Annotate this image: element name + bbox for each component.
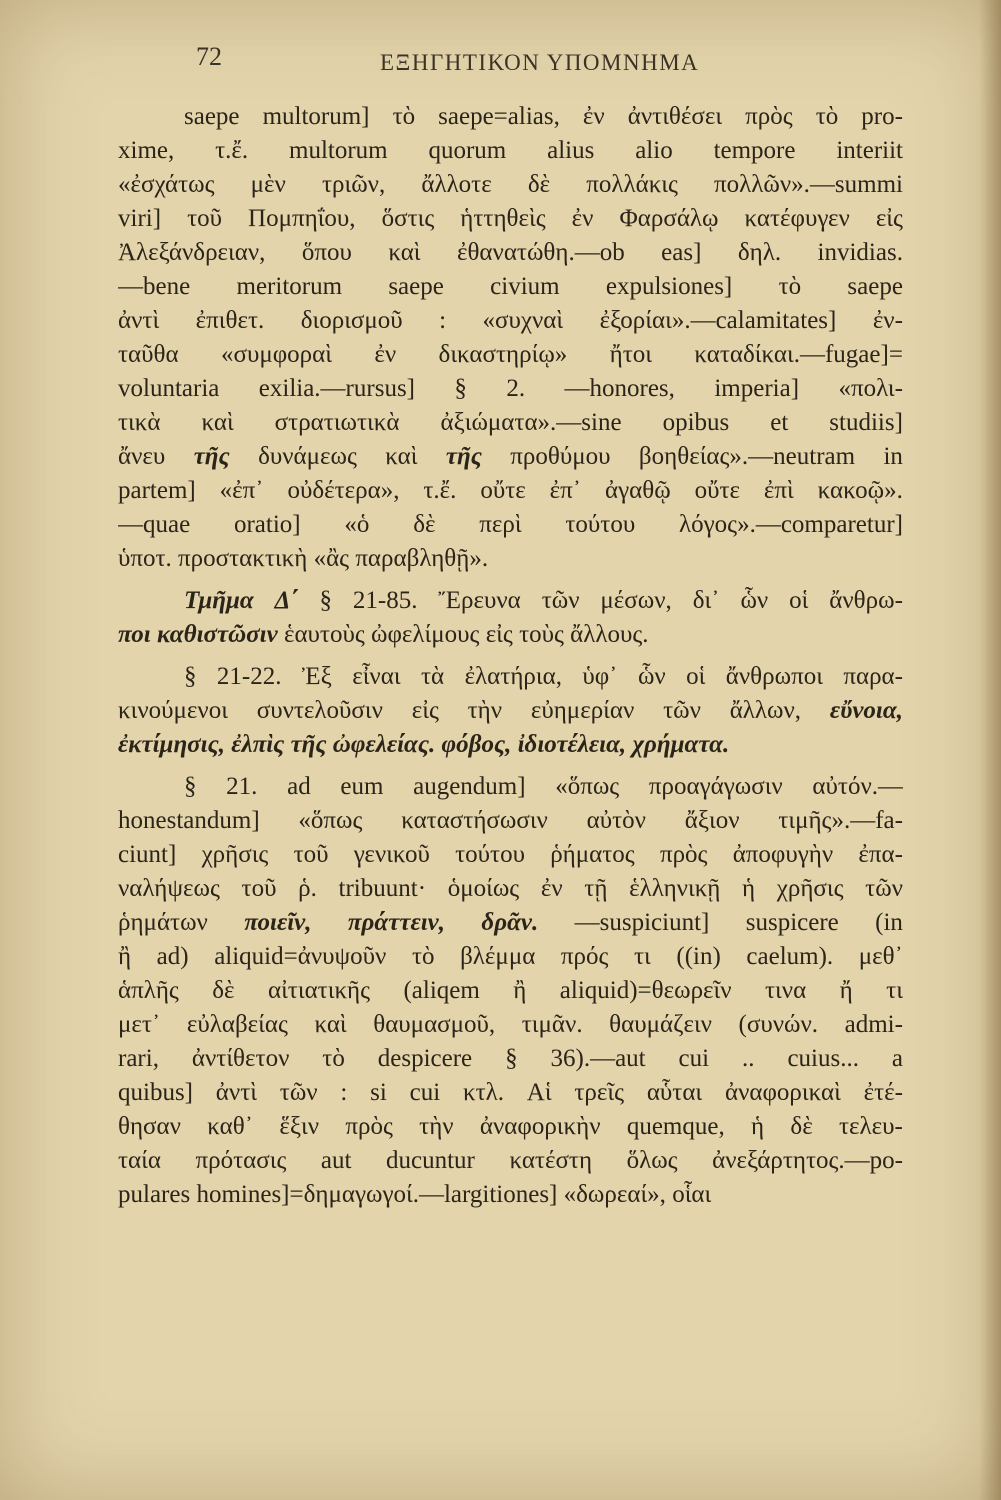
word: caelum). xyxy=(746,943,834,970)
word: ἑλληνικῇ xyxy=(629,875,721,902)
word: «ἐπ᾽ xyxy=(219,477,264,504)
word: τι xyxy=(634,943,651,970)
word: quorum xyxy=(428,137,507,164)
word: τοῦ xyxy=(187,205,223,232)
word: ἢ xyxy=(118,943,132,970)
word: ἄλλους. xyxy=(570,621,649,648)
word: καταστήσωσιν xyxy=(401,807,548,834)
word: πολλῶν».—summi xyxy=(714,171,903,198)
word: opibus xyxy=(662,409,730,436)
word: οἱ xyxy=(789,587,809,614)
word: τὸ xyxy=(815,103,839,130)
word: τὴν xyxy=(419,1113,454,1140)
word: χρήματα. xyxy=(632,731,730,758)
word: ἄλλων, xyxy=(729,697,802,724)
word: ὠφελίμους xyxy=(371,621,480,648)
word: despicere xyxy=(377,1045,473,1072)
text-line xyxy=(118,202,903,236)
word: καταδίκαι.—fugae]= xyxy=(694,341,903,368)
text-line xyxy=(118,618,903,652)
word: in xyxy=(883,443,903,470)
word: κατέστη xyxy=(509,1147,593,1174)
paragraph-glosses xyxy=(118,100,903,576)
word: δὲ xyxy=(790,1113,813,1140)
text-line xyxy=(118,134,903,168)
word: «ὁ xyxy=(344,511,370,538)
word: ad) xyxy=(156,943,189,970)
word: περὶ xyxy=(479,511,522,538)
page-edge-shadow xyxy=(979,0,1001,1500)
word: et xyxy=(770,409,789,436)
word: (aliqem xyxy=(403,977,480,1004)
word: «συχναὶ xyxy=(482,307,564,334)
text-line xyxy=(118,372,903,406)
word: augendum] xyxy=(413,773,526,800)
word: ((in) xyxy=(676,943,721,970)
word: φόβος, xyxy=(441,731,512,758)
word: ὑποτ. xyxy=(118,545,172,572)
word: ἰδιοτέλεια, xyxy=(517,731,627,758)
word: ἐτέ- xyxy=(863,1079,903,1106)
word: θησαν xyxy=(118,1113,181,1140)
word: ἀντίθετον xyxy=(191,1045,290,1072)
word: § xyxy=(505,1045,518,1072)
text-line xyxy=(118,940,903,974)
word: εἶναι xyxy=(352,663,401,690)
text-line xyxy=(118,728,903,762)
text-line xyxy=(118,440,903,474)
word: multorum xyxy=(289,137,388,164)
text-line xyxy=(118,974,903,1008)
word: τῆς xyxy=(290,731,327,758)
word: : xyxy=(439,307,447,334)
text-line xyxy=(118,838,903,872)
word: aliquid=ἀνυψοῦν xyxy=(214,943,387,970)
word: καθιστῶσιν xyxy=(157,621,278,648)
text-line xyxy=(118,1008,903,1042)
word: ὠφελείας. xyxy=(332,731,436,758)
word: saepe xyxy=(847,273,903,300)
word: ἐθανατώθη.—ob xyxy=(456,239,625,266)
word: τ.ἔ. xyxy=(215,137,249,164)
word: ἐπιθετ. xyxy=(195,307,265,334)
word: Πομπηΐου, xyxy=(248,205,356,232)
word: βοηθείας».—neutram xyxy=(638,443,856,470)
word: τῆς xyxy=(193,443,230,470)
word: ἐν xyxy=(582,103,605,130)
word: δικαστηρίῳ» xyxy=(438,341,568,368)
word: τῶν xyxy=(279,1079,318,1106)
word: αὐτόν.— xyxy=(812,773,903,800)
word: «δωρεαί», xyxy=(563,1181,666,1208)
word: ναλήψεως xyxy=(118,875,220,902)
word: εἰς xyxy=(875,205,903,232)
word: —quae xyxy=(118,511,191,538)
word: τὸ xyxy=(411,943,435,970)
word: 36).—aut xyxy=(550,1045,646,1072)
word: ἐλατήρια, xyxy=(464,663,562,690)
word: ἐπα- xyxy=(858,841,903,868)
word: 21. xyxy=(226,773,258,800)
word: χρῆσις xyxy=(776,875,844,902)
text-line xyxy=(118,406,903,440)
text-line xyxy=(118,270,903,304)
word: θαυμάζειν xyxy=(609,1011,712,1038)
text-line xyxy=(118,906,903,940)
word: αἰτιατικῆς xyxy=(267,977,371,1004)
paragraph-section-heading xyxy=(118,584,903,652)
word: αὐτὸν xyxy=(586,807,646,834)
word: ἀντὶ xyxy=(215,1079,257,1106)
word: pro- xyxy=(861,103,903,130)
word: cui xyxy=(678,1045,710,1072)
word: quibus] xyxy=(118,1079,193,1106)
word: «ὅπως xyxy=(555,773,620,800)
word: ἢ xyxy=(513,977,527,1004)
word: δηλ. xyxy=(737,239,782,266)
word: τι xyxy=(886,977,903,1004)
word: eum xyxy=(340,773,384,800)
paragraph-section-21-22 xyxy=(118,660,903,762)
text-line xyxy=(118,1110,903,1144)
word: δυνάμεως xyxy=(258,443,357,470)
word: πράττειν, xyxy=(347,909,446,936)
word: κακοῷ». xyxy=(817,477,903,504)
word: meritorum xyxy=(236,273,343,300)
word: εἰς xyxy=(485,621,513,648)
word: Φαρσάλῳ xyxy=(619,205,719,232)
word: 21-85. xyxy=(352,587,418,614)
word: (συνών. xyxy=(738,1011,819,1038)
page-number: 72 xyxy=(196,42,222,71)
text-line xyxy=(118,542,903,576)
word: honestandum] xyxy=(118,807,260,834)
word: ταῦθα xyxy=(118,341,179,368)
word: τελευ- xyxy=(839,1113,903,1140)
word: προαγάγωσιν xyxy=(648,773,783,800)
word: ἁπλῆς xyxy=(118,977,179,1004)
word: εὐημερίαν xyxy=(530,697,635,724)
word: ταία xyxy=(118,1147,161,1174)
word: interiit xyxy=(836,137,903,164)
word: τῇ xyxy=(584,875,608,902)
word: exilia.—rursus] xyxy=(258,375,415,402)
word: γενικοῦ xyxy=(353,841,430,868)
word: τιμῆς».—fa- xyxy=(778,807,903,834)
word: —honores, xyxy=(564,375,675,402)
word: προθύμου xyxy=(510,443,611,470)
word: τ.ἔ. xyxy=(423,477,457,504)
word: εὔνοια, xyxy=(829,697,903,724)
word: : xyxy=(340,1079,348,1106)
word: Αἱ xyxy=(526,1079,552,1106)
word: ἡ xyxy=(751,1113,765,1140)
word: μεθ᾽ xyxy=(858,943,903,970)
word: ἀναφορικὴν xyxy=(479,1113,601,1140)
word: ὅστις xyxy=(381,205,435,232)
word: —suspiciunt] xyxy=(574,909,710,936)
word: expulsiones] xyxy=(605,273,733,300)
word: πρὸς xyxy=(659,841,708,868)
word: ἄνευ xyxy=(118,443,166,470)
word: ἕξιν xyxy=(279,1113,320,1140)
word: ὁμοίως xyxy=(447,875,520,902)
word: τρεῖς xyxy=(574,1079,625,1106)
word: 2. xyxy=(506,375,526,402)
word: § xyxy=(454,375,467,402)
word: τῶν xyxy=(663,697,701,724)
word: διορισμοῦ xyxy=(300,307,403,334)
word: κινούμενοι xyxy=(118,697,228,724)
word: ἀντιθέσει xyxy=(627,103,723,130)
word: τὸ xyxy=(778,273,802,300)
word: τὸ xyxy=(392,103,416,130)
word: ἤτοι xyxy=(609,341,653,368)
word: ἀγαθῷ xyxy=(605,477,671,504)
word: οὔτε xyxy=(480,477,526,504)
word: πολλάκις xyxy=(586,171,678,198)
word: καὶ xyxy=(385,443,418,470)
word: saepe=alias, xyxy=(438,103,560,130)
word: μέσων, xyxy=(600,587,672,614)
text-line xyxy=(118,304,903,338)
text-line xyxy=(118,1042,903,1076)
word: πρότασις xyxy=(195,1147,287,1174)
word: τούτου xyxy=(455,841,525,868)
word: τοῦ xyxy=(293,841,329,868)
word: imperia] xyxy=(714,375,800,402)
text-line xyxy=(118,872,903,906)
text-line xyxy=(118,1076,903,1110)
word: suspicere xyxy=(745,909,839,936)
word: ῥήματος xyxy=(550,841,635,868)
word: συντελοῦσιν xyxy=(256,697,383,724)
text-line xyxy=(118,1144,903,1178)
word: καὶ xyxy=(314,1011,347,1038)
commentary-text xyxy=(118,100,903,1430)
word: παραβληθῇ». xyxy=(355,545,489,572)
word: μὲν xyxy=(250,171,286,198)
word: ῥημάτων xyxy=(118,909,208,936)
word: .. xyxy=(742,1045,755,1072)
word: βλέμμα xyxy=(460,943,536,970)
word: ἀξιώματα».—sine xyxy=(440,409,622,436)
word: τῶν xyxy=(541,587,580,614)
word: alius xyxy=(547,137,595,164)
word: τικὰ xyxy=(118,409,161,436)
text-line xyxy=(118,236,903,270)
word: τὸ xyxy=(322,1045,345,1072)
word: (in xyxy=(875,909,903,936)
word: admi- xyxy=(844,1011,903,1038)
word: ὅπου xyxy=(301,239,352,266)
word: ἐν- xyxy=(872,307,903,334)
text-line xyxy=(118,584,903,618)
word: καθ᾽ xyxy=(207,1113,254,1140)
word: cui xyxy=(409,1079,441,1106)
word: ἀντὶ xyxy=(118,307,160,334)
word: homines]=δημαγωγοί.—largitiones] xyxy=(196,1181,558,1208)
word: oratio] xyxy=(233,511,301,538)
word: multorum] xyxy=(262,103,370,130)
word: Ἀλεξάνδρειαν, xyxy=(118,239,266,266)
word: λόγος».—comparetur] xyxy=(679,511,903,538)
word: τῆς xyxy=(445,443,482,470)
word: alio xyxy=(635,137,673,164)
word: «ἐσχάτως xyxy=(118,171,215,198)
word: ἄλλοτε xyxy=(421,171,492,198)
word: ducuntur xyxy=(386,1147,475,1174)
word: ἐν xyxy=(374,341,397,368)
word: studiis] xyxy=(829,409,903,436)
word: ciunt] xyxy=(118,841,177,868)
word: Τμῆμα xyxy=(184,587,254,614)
word: ἐλπὶς xyxy=(231,731,285,758)
word: ποι xyxy=(118,621,151,648)
word: ἡ xyxy=(742,875,756,902)
word: ποιεῖν, xyxy=(244,909,312,936)
word: οὔτε xyxy=(694,477,741,504)
word: τοὺς xyxy=(519,621,564,648)
text-line xyxy=(118,338,903,372)
word: καὶ xyxy=(201,409,234,436)
word: προστακτικὴ xyxy=(178,545,308,572)
word: eas] xyxy=(661,239,702,266)
word: πρὸς xyxy=(345,1113,393,1140)
text-line xyxy=(118,1178,903,1212)
text-line xyxy=(118,660,903,694)
word: ὅλως xyxy=(626,1147,678,1174)
word: «ὅπως xyxy=(298,807,363,834)
word: δὲ xyxy=(527,171,551,198)
word: ἐπ᾽ xyxy=(549,477,582,504)
word: pulares xyxy=(118,1181,191,1208)
word: ἐπὶ xyxy=(763,477,794,504)
word: αὗται xyxy=(646,1079,703,1106)
text-line xyxy=(118,694,903,728)
running-title: ΕΞΗΓΗΤΙΚΟΝ ΥΠΟΜΝΗΜΑ xyxy=(380,50,700,75)
word: Ἔρευνα xyxy=(438,587,521,614)
word: ἐν xyxy=(540,875,563,902)
word: ὧν xyxy=(637,663,666,690)
text-line xyxy=(118,100,903,134)
word: ἄνθρωποι xyxy=(725,663,823,690)
word: cuius... xyxy=(787,1045,859,1072)
word: δρᾶν. xyxy=(481,909,539,936)
word: δὲ xyxy=(212,977,235,1004)
word: quemque, xyxy=(626,1113,725,1140)
word: ῥ. xyxy=(298,875,317,902)
word: «πολι- xyxy=(838,375,903,402)
word: ἄξιον xyxy=(684,807,740,834)
word: τούτου xyxy=(565,511,636,538)
word: δὲ xyxy=(413,511,436,538)
word: θαυμασμοῦ, xyxy=(373,1011,496,1038)
word: πρός xyxy=(560,943,609,970)
word: ἀνεξάρτητος.—po- xyxy=(712,1147,903,1174)
text-line xyxy=(118,508,903,542)
word: aliquid)=θεωρεῖν xyxy=(559,977,732,1004)
word: στρατιωτικὰ xyxy=(274,409,400,436)
word: καὶ xyxy=(388,239,421,266)
word: ἤ xyxy=(839,977,853,1004)
word: τὰ xyxy=(420,663,445,690)
word: εὐλαβείας xyxy=(186,1011,288,1038)
word: § xyxy=(184,773,197,800)
word: ἄνθρω- xyxy=(829,587,903,614)
word: § xyxy=(319,587,333,614)
word: τριῶν, xyxy=(321,171,386,198)
word: saepe xyxy=(184,103,240,130)
word: «ἂς xyxy=(313,545,350,572)
word: κατέφυγεν xyxy=(744,205,850,232)
word: τιμᾶν. xyxy=(521,1011,583,1038)
word: δι᾽ xyxy=(692,587,720,614)
word: viri] xyxy=(118,205,162,232)
word: a xyxy=(891,1045,903,1072)
text-line xyxy=(118,770,903,804)
word: civium xyxy=(490,273,560,300)
word: πρὸς xyxy=(745,103,793,130)
word: rari, xyxy=(118,1045,159,1072)
word: voluntaria xyxy=(118,375,220,402)
word: ὧν xyxy=(740,587,769,614)
word: —bene xyxy=(118,273,191,300)
word: Δ΄ xyxy=(274,587,299,614)
word: 21-22. xyxy=(216,663,282,690)
word: § xyxy=(184,663,197,690)
word: τοῦ xyxy=(241,875,277,902)
word: saepe xyxy=(388,273,444,300)
word: τῶν xyxy=(865,875,903,902)
word: partem] xyxy=(118,477,196,504)
word: ἀποφυγὴν xyxy=(732,841,834,868)
word: τὴν xyxy=(467,697,503,724)
word: ἡττηθεὶς xyxy=(460,205,546,232)
word: «συμφοραὶ xyxy=(220,341,332,368)
word: οὐδέτερα», xyxy=(287,477,400,504)
text-line xyxy=(118,804,903,838)
word: ἐκτίμησις, xyxy=(118,731,225,758)
word: μετ᾽ xyxy=(118,1011,161,1038)
word: ad xyxy=(287,773,311,800)
word: xime, xyxy=(118,137,175,164)
word: tempore xyxy=(713,137,796,164)
word: χρῆσις xyxy=(201,841,269,868)
word: παρα- xyxy=(843,663,903,690)
word: tribuunt· xyxy=(338,875,427,902)
paragraph-section-21 xyxy=(118,770,903,1212)
text-line xyxy=(118,168,903,202)
word: ὑφ᾽ xyxy=(582,663,618,690)
word: Ἐξ xyxy=(301,663,332,690)
word: ἑαυτοὺς xyxy=(283,621,365,648)
word: οἷαι xyxy=(672,1181,712,1208)
word: εἰς xyxy=(411,697,439,724)
word: ἐξορίαι».—calamitates] xyxy=(599,307,837,334)
word: invidias. xyxy=(817,239,903,266)
text-line xyxy=(118,474,903,508)
word: οἱ xyxy=(686,663,706,690)
word: τινα xyxy=(765,977,807,1004)
word: ἀναφορικαὶ xyxy=(724,1079,841,1106)
word: κτλ. xyxy=(462,1079,504,1106)
word: aut xyxy=(320,1147,352,1174)
word: ἐν xyxy=(571,205,594,232)
word: si xyxy=(370,1079,387,1106)
